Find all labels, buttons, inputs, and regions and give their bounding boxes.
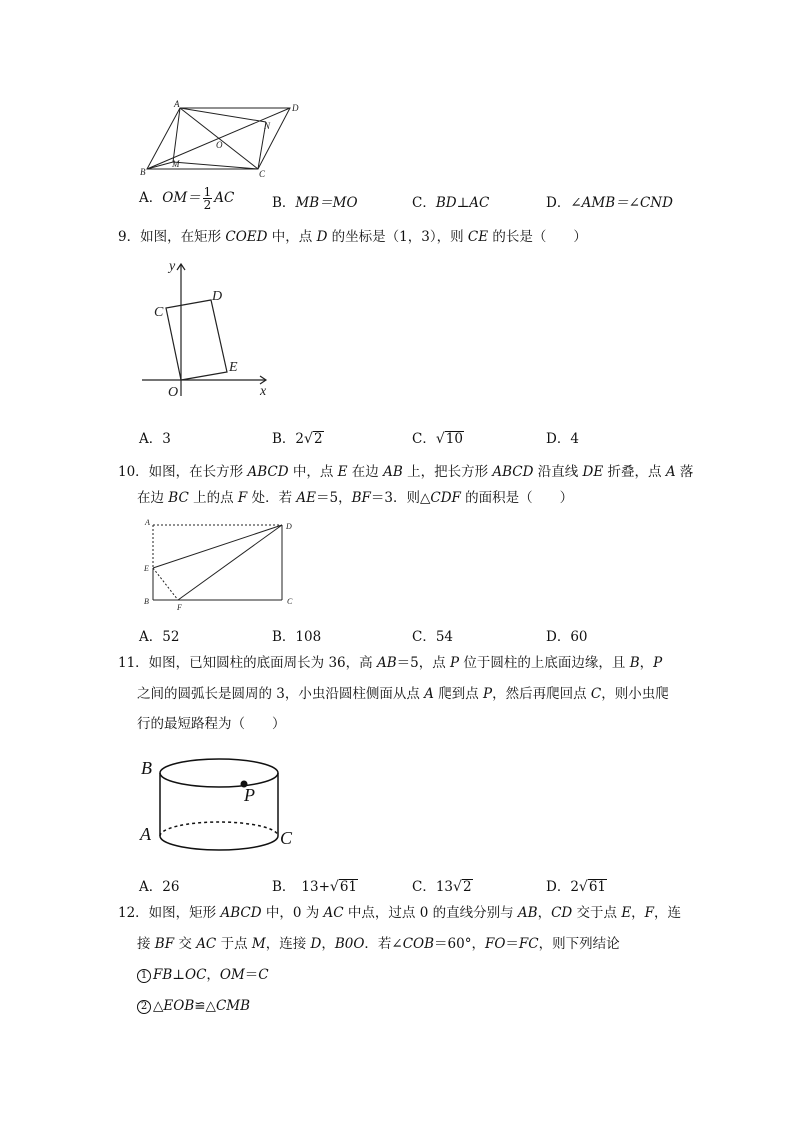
q8-option-d[interactable]: D．∠AMB＝∠CND xyxy=(546,195,673,211)
q10-label-c: C xyxy=(287,597,293,606)
q9-option-a[interactable]: A．3 xyxy=(139,431,171,447)
q8-label-b: B xyxy=(140,167,146,177)
circled-number-icon: 1 xyxy=(137,969,151,983)
q8-option-a[interactable]: A．OM＝ $\frac{1}{2}$ AC xyxy=(139,185,235,212)
q11-label-c: C xyxy=(280,828,293,848)
q8-label-o: O xyxy=(216,140,223,150)
radical-sign-icon: √ xyxy=(304,431,313,447)
q10-label-a: A xyxy=(145,518,150,527)
q10-option-c[interactable]: C．54 xyxy=(412,629,454,645)
q10-option-d[interactable]: D．60 xyxy=(546,629,588,645)
q11-label-a: A xyxy=(140,824,151,844)
q8-label-a: A xyxy=(174,99,180,109)
q10-option-b[interactable]: B．108 xyxy=(272,629,322,645)
q11-stem-line1: 11．如图，已知圆柱的底面周长为 36，高 AB＝5，点 P 位于圆柱的上底面边缘，且 B，P xyxy=(118,655,663,671)
q9-option-d[interactable]: D．4 xyxy=(546,431,579,447)
q11-label-b: B xyxy=(141,758,152,778)
q12-conclusion-2: 2 △EOB≌△CMB xyxy=(137,1000,250,1014)
q8-label-d: D xyxy=(292,103,299,113)
q9-label-o: O xyxy=(168,385,179,400)
q8-label-c: C xyxy=(259,169,266,179)
q9-label-e: E xyxy=(229,360,238,375)
q12-stem-line2: 接 BF 交 AC 于点 M，连接 D，B0O．若∠COB＝60°，FO＝FC，则下列结论 xyxy=(137,936,620,952)
q8-option-c[interactable]: C．BD⊥AC xyxy=(412,195,490,211)
q10-label-d: D xyxy=(286,522,292,531)
radical-sign-icon: √ xyxy=(435,431,445,447)
q10-option-a[interactable]: A．52 xyxy=(139,629,180,645)
q11-stem-line3: 行的最短路程为（ ） xyxy=(137,716,286,732)
q8-parallelogram-figure xyxy=(130,96,310,180)
q9-coordinate-figure xyxy=(136,256,276,401)
q11-label-p: P xyxy=(244,785,255,805)
q11-option-c[interactable]: C．13√2 xyxy=(412,879,472,895)
circled-number-icon: 2 xyxy=(137,1000,151,1014)
q8-option-b[interactable]: B．MB＝MO xyxy=(272,195,358,211)
fraction-one-half: $\frac{1}{2}$ xyxy=(203,185,212,212)
q10-label-b: B xyxy=(144,597,149,606)
q9-label-d: D xyxy=(212,289,223,304)
q10-label-f: F xyxy=(177,603,182,612)
q12-conclusion-1: 1 FB⊥OC，OM＝C xyxy=(137,969,269,983)
q9-label-c: C xyxy=(154,305,164,320)
q9-label-x: x xyxy=(260,384,267,399)
q8-label-n: N xyxy=(264,121,271,131)
q12-stem-line1: 12．如图，矩形 ABCD 中，0 为 AC 中点，过点 0 的直线分别与 AB，CD 交于点 E，F，连 xyxy=(118,905,682,921)
q10-stem-line2: 在边 BC 上的点 F 处．若 AE＝5，BF＝3．则△CDF 的面积是（ ） xyxy=(137,490,574,506)
q11-option-a[interactable]: A．26 xyxy=(139,879,180,895)
q9-stem: 9．如图，在矩形 COED 中，点 D 的坐标是（1，3），则 CE 的长是（ ） xyxy=(118,229,587,245)
q11-cylinder-figure xyxy=(136,752,306,852)
q10-rectangle-figure xyxy=(140,514,305,614)
q10-label-e: E xyxy=(144,564,149,573)
q10-stem-line1: 10．如图，在长方形 ABCD 中，点 E 在边 AB 上，把长方形 ABCD 沿直线 DE 折叠，点 A 落 xyxy=(118,464,694,480)
q9-label-y: y xyxy=(169,259,176,274)
radical-sign-icon: √ xyxy=(329,879,339,895)
q11-stem-line2: 之间的圆弧长是圆周的 3，小虫沿圆柱侧面从点 A 爬到点 P，然后再爬回点 C，则小虫爬 xyxy=(137,686,669,702)
q8-label-m: M xyxy=(172,159,180,169)
q11-option-b[interactable]: B． 13+√61 xyxy=(272,879,358,895)
q9-option-c[interactable]: C．√10 xyxy=(412,431,463,447)
radical-sign-icon: √ xyxy=(578,879,588,895)
radical-sign-icon: √ xyxy=(453,879,462,895)
q9-option-b[interactable]: B．2√2 xyxy=(272,431,323,447)
q11-option-d[interactable]: D．2√61 xyxy=(546,879,607,895)
